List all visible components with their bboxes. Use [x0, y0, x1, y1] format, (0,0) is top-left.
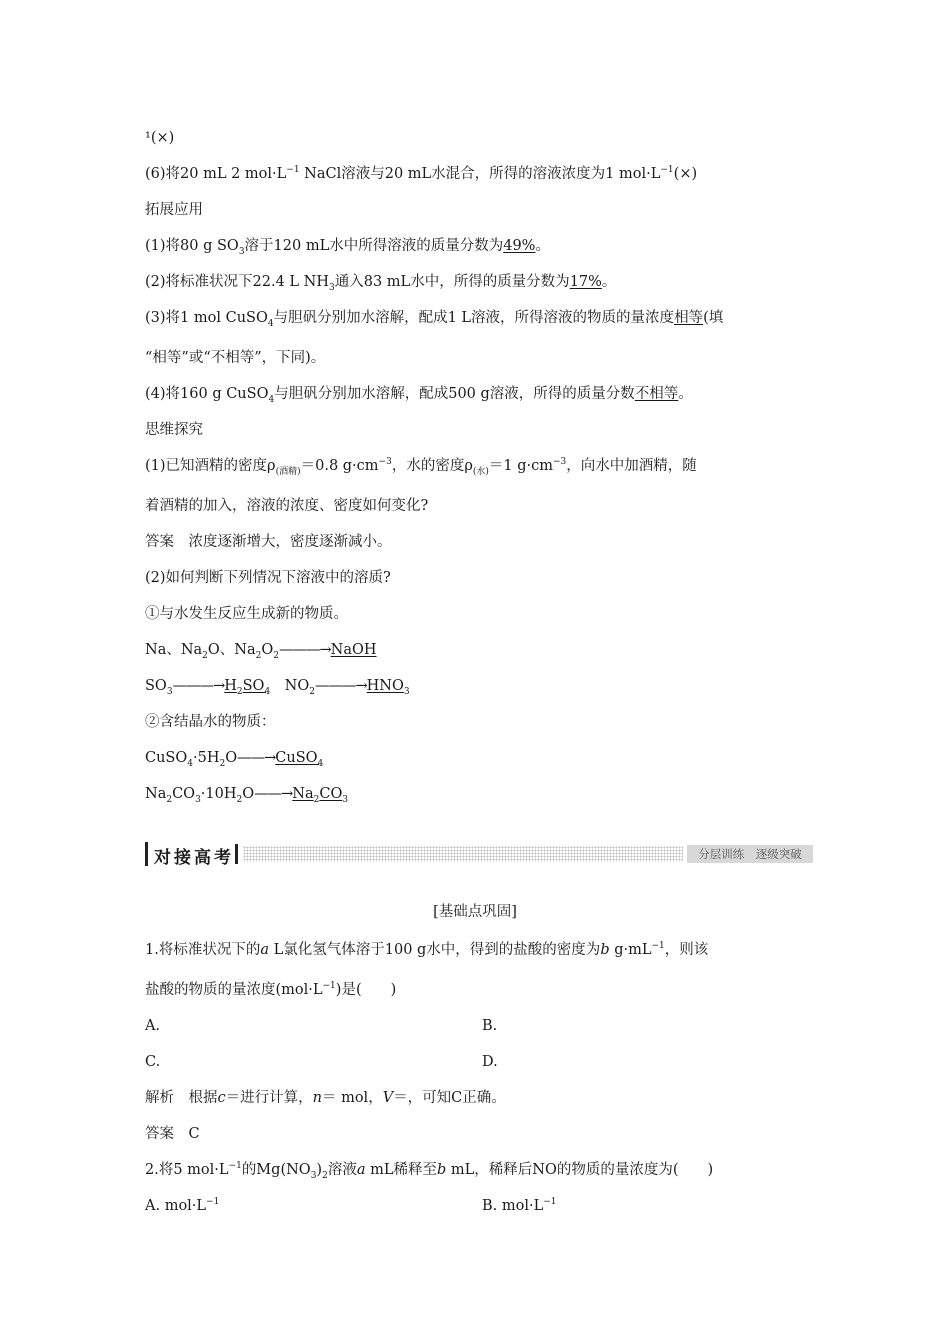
line-hydrate-na2co3: $Na_2CO_3\cdot 10H_2O——\to Na_2CO_3$ [145, 786, 349, 805]
heading-extension: 拓展应用 [145, 202, 203, 218]
section-title: 对接高考 [154, 848, 234, 868]
q1-option-a: A. [145, 1018, 161, 1034]
line-think-2: (2)如何判断下列情况下溶液中的溶质? [145, 570, 391, 586]
line-think-1-cont: 着酒精的加入，溶液的浓度、密度如何变化? [145, 498, 429, 514]
section-right-label: 分层训练 逐级突破 [687, 845, 813, 863]
line-hydrate-cuso4: $CuSO_4\cdot 5H_2O——\to CuSO_4$ [145, 750, 324, 769]
section-header-bar [145, 842, 813, 866]
line-item-6: (6)将20 mL 2 $mol\cdot L^{-1}$ NaCl溶液与20 mL水混合，所得的溶液浓度为1 $mol\cdot L^{-1}(\times)$ [145, 165, 698, 182]
q1-answer: 答案 C [145, 1126, 200, 1142]
line-ext-3-cont: “相等”或“不相等”，下同)。 [145, 350, 326, 366]
q1-analysis: 解析 根据c＝进行计算，n＝ mol，V＝，可知C正确。 [145, 1090, 506, 1106]
q1-option-b: B. [482, 1018, 498, 1034]
line-ext-3: (3)将1 mol CuSO$_4$与胆矾分别加水溶解，配成1 L溶液，所得溶液的物质的量浓度相等(填 [145, 310, 724, 329]
heading-thinking: 思维探究 [145, 422, 203, 438]
q1-option-c: C. [145, 1054, 161, 1070]
line-think-1: (1)已知酒精的密度$\rho_{(酒精)}=0.8$ $g\cdot cm^{-3}$，水的密度$\rho_{(水)}=1$ $g\cdot cm^{-3}$，向水中加酒精，随 [145, 457, 697, 477]
q1-option-d: D. [482, 1054, 498, 1070]
line-prev-answer: ¹(×) [145, 130, 175, 146]
line-reaction-acids: $SO_3———\to H_2SO_4$ $NO_2———\to HNO_3$ [145, 678, 410, 697]
question-1-cont: 盐酸的物质的量浓度$(mol\cdot L^{-1})$是( ) [145, 981, 397, 998]
line-think-2-case1: ①与水发生反应生成新的物质。 [145, 606, 348, 622]
q2-option-a: A. $mol\cdot L^{-1}$ [145, 1197, 220, 1214]
question-2: 2.将5 $mol\cdot L^{-1}$的$Mg(NO_3)_2$溶液a mL稀释至b mL，稀释后NO的物质的量浓度为( ) [145, 1161, 714, 1181]
line-ext-2: (2)将标准状况下22.4 L $NH_3$通入83 mL水中，所得的质量分数为17%。 [145, 274, 617, 293]
line-ext-4: (4)将160 g CuSO$_4$与胆矾分别加水溶解，配成500 g溶液，所得的质量分数不相等。 [145, 386, 693, 405]
line-think-1-answer: 答案 浓度逐渐增大，密度逐渐减小。 [145, 534, 392, 550]
exercise-heading: [基础点巩固] [433, 904, 517, 920]
question-1: 1.将标准状况下的a L氯化氢气体溶于100 g水中，得到的盐酸的密度为b $g\cdot mL^{-1}$，则该 [145, 941, 709, 958]
section-divider [235, 844, 238, 864]
line-think-2-case2: ②含结晶水的物质： [145, 714, 276, 730]
line-ext-1: (1)将80 g $SO_3$溶于120 mL水中所得溶液的质量分数为49%。 [145, 238, 550, 257]
section-title-box [145, 842, 240, 866]
section-dotted-band [243, 846, 683, 862]
line-reaction-naoh: Na、$Na_2O$、$Na_2O_2———\to NaOH$ [145, 642, 377, 661]
q2-option-b: B. $mol\cdot L^{-1}$ [482, 1197, 557, 1214]
